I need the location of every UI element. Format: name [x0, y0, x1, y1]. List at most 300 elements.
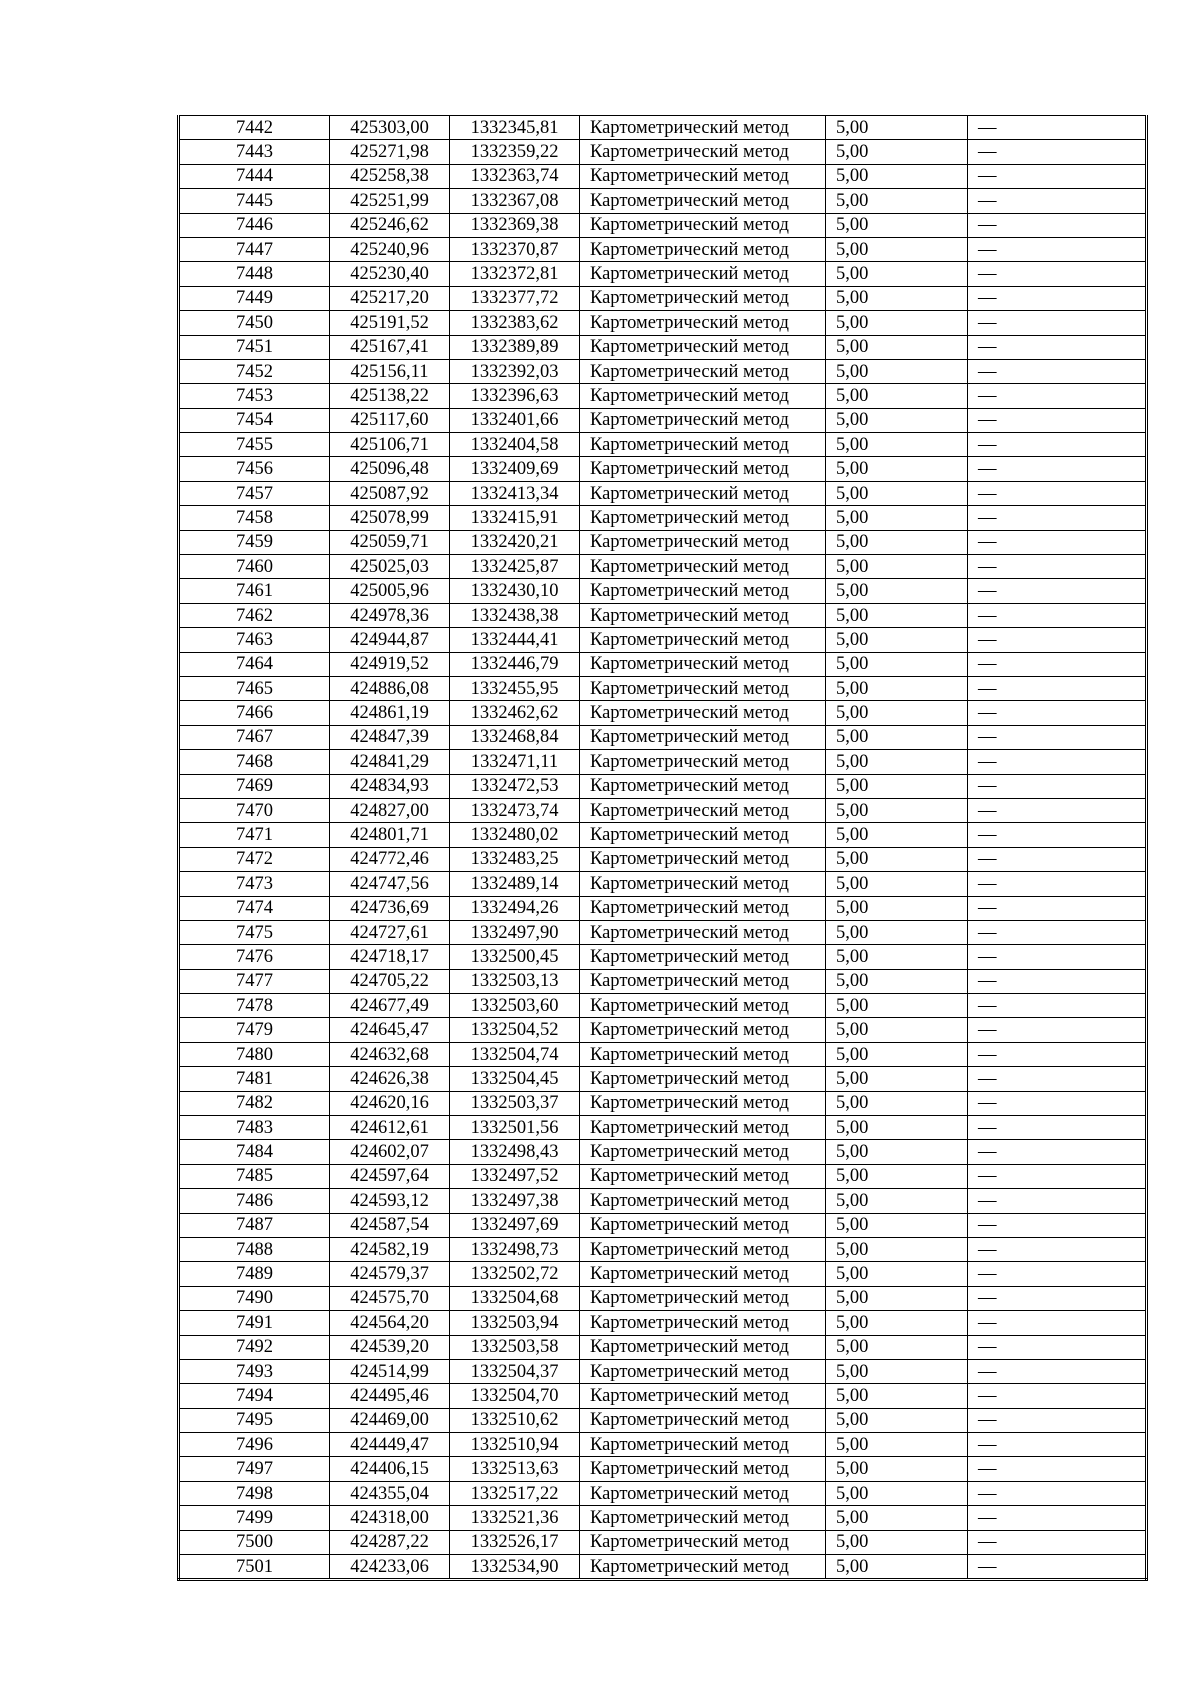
- point-number-cell: 7459: [179, 530, 330, 554]
- y-coordinate-cell: 1332497,38: [450, 1189, 580, 1213]
- accuracy-cell: 5,00: [826, 994, 968, 1018]
- x-coordinate-cell: 424469,00: [330, 1408, 450, 1432]
- description-cell: —: [968, 1237, 1147, 1261]
- table-row: [179, 189, 1147, 213]
- method-cell: Картометрический метод: [580, 555, 826, 579]
- point-number-cell: 7496: [179, 1433, 330, 1457]
- x-coordinate-cell: 424645,47: [330, 1018, 450, 1042]
- point-number-cell: 7462: [179, 603, 330, 627]
- point-number-cell: 7446: [179, 213, 330, 237]
- table-row: [179, 969, 1147, 993]
- accuracy-cell: 5,00: [826, 1457, 968, 1481]
- table-row: [179, 1481, 1147, 1505]
- table-row: [179, 1555, 1147, 1580]
- accuracy-cell: 5,00: [826, 774, 968, 798]
- y-coordinate-cell: 1332363,74: [450, 164, 580, 188]
- accuracy-cell: 5,00: [826, 1164, 968, 1188]
- table-row: [179, 1067, 1147, 1091]
- y-coordinate-cell: 1332471,11: [450, 750, 580, 774]
- x-coordinate-cell: 425240,96: [330, 237, 450, 261]
- method-cell: Картометрический метод: [580, 213, 826, 237]
- y-coordinate-cell: 1332415,91: [450, 506, 580, 530]
- point-number-cell: 7449: [179, 286, 330, 310]
- method-cell: Картометрический метод: [580, 140, 826, 164]
- description-cell: —: [968, 1213, 1147, 1237]
- description-cell: —: [968, 457, 1147, 481]
- point-number-cell: 7494: [179, 1384, 330, 1408]
- x-coordinate-cell: 425087,92: [330, 481, 450, 505]
- method-cell: Картометрический метод: [580, 189, 826, 213]
- method-cell: Картометрический метод: [580, 481, 826, 505]
- method-cell: Картометрический метод: [580, 1481, 826, 1505]
- method-cell: Картометрический метод: [580, 798, 826, 822]
- y-coordinate-cell: 1332401,66: [450, 408, 580, 432]
- table-row: [179, 994, 1147, 1018]
- point-number-cell: 7475: [179, 920, 330, 944]
- method-cell: Картометрический метод: [580, 847, 826, 871]
- description-cell: —: [968, 433, 1147, 457]
- point-number-cell: 7454: [179, 408, 330, 432]
- accuracy-cell: 5,00: [826, 1237, 968, 1261]
- accuracy-cell: 5,00: [826, 1530, 968, 1554]
- method-cell: Картометрический метод: [580, 1237, 826, 1261]
- accuracy-cell: 5,00: [826, 237, 968, 261]
- x-coordinate-cell: 424847,39: [330, 725, 450, 749]
- point-number-cell: 7448: [179, 262, 330, 286]
- method-cell: Картометрический метод: [580, 1116, 826, 1140]
- table-row: [179, 481, 1147, 505]
- method-cell: Картометрический метод: [580, 1384, 826, 1408]
- point-number-cell: 7492: [179, 1335, 330, 1359]
- method-cell: Картометрический метод: [580, 1457, 826, 1481]
- y-coordinate-cell: 1332501,56: [450, 1116, 580, 1140]
- method-cell: Картометрический метод: [580, 652, 826, 676]
- accuracy-cell: 5,00: [826, 1506, 968, 1530]
- accuracy-cell: 5,00: [826, 359, 968, 383]
- accuracy-cell: 5,00: [826, 1067, 968, 1091]
- table-row: [179, 823, 1147, 847]
- point-number-cell: 7499: [179, 1506, 330, 1530]
- x-coordinate-cell: 425025,03: [330, 555, 450, 579]
- table-row: [179, 555, 1147, 579]
- y-coordinate-cell: 1332444,41: [450, 628, 580, 652]
- x-coordinate-cell: 424575,70: [330, 1286, 450, 1310]
- table-row: [179, 1018, 1147, 1042]
- method-cell: Картометрический метод: [580, 1213, 826, 1237]
- x-coordinate-cell: 424827,00: [330, 798, 450, 822]
- x-coordinate-cell: 424841,29: [330, 750, 450, 774]
- table-row: [179, 872, 1147, 896]
- method-cell: Картометрический метод: [580, 311, 826, 335]
- accuracy-cell: 5,00: [826, 311, 968, 335]
- accuracy-cell: 5,00: [826, 920, 968, 944]
- accuracy-cell: 5,00: [826, 579, 968, 603]
- method-cell: Картометрический метод: [580, 676, 826, 700]
- description-cell: —: [968, 896, 1147, 920]
- table-row: [179, 286, 1147, 310]
- point-number-cell: 7467: [179, 725, 330, 749]
- point-number-cell: 7456: [179, 457, 330, 481]
- y-coordinate-cell: 1332377,72: [450, 286, 580, 310]
- x-coordinate-cell: 424834,93: [330, 774, 450, 798]
- description-cell: —: [968, 1116, 1147, 1140]
- y-coordinate-cell: 1332503,58: [450, 1335, 580, 1359]
- x-coordinate-cell: 424886,08: [330, 676, 450, 700]
- accuracy-cell: 5,00: [826, 286, 968, 310]
- description-cell: —: [968, 603, 1147, 627]
- accuracy-cell: 5,00: [826, 213, 968, 237]
- point-number-cell: 7480: [179, 1042, 330, 1066]
- y-coordinate-cell: 1332389,89: [450, 335, 580, 359]
- description-cell: —: [968, 1189, 1147, 1213]
- description-cell: —: [968, 1506, 1147, 1530]
- description-cell: —: [968, 847, 1147, 871]
- accuracy-cell: 5,00: [826, 1262, 968, 1286]
- x-coordinate-cell: 424978,36: [330, 603, 450, 627]
- method-cell: Картометрический метод: [580, 116, 826, 140]
- point-number-cell: 7482: [179, 1091, 330, 1115]
- method-cell: Картометрический метод: [580, 286, 826, 310]
- table-row: [179, 1237, 1147, 1261]
- y-coordinate-cell: 1332504,37: [450, 1359, 580, 1383]
- description-cell: —: [968, 1408, 1147, 1432]
- y-coordinate-cell: 1332413,34: [450, 481, 580, 505]
- x-coordinate-cell: 424233,06: [330, 1555, 450, 1580]
- description-cell: —: [968, 652, 1147, 676]
- y-coordinate-cell: 1332503,60: [450, 994, 580, 1018]
- description-cell: —: [968, 1530, 1147, 1554]
- point-number-cell: 7458: [179, 506, 330, 530]
- point-number-cell: 7453: [179, 384, 330, 408]
- point-number-cell: 7495: [179, 1408, 330, 1432]
- table-row: [179, 140, 1147, 164]
- method-cell: Картометрический метод: [580, 433, 826, 457]
- point-number-cell: 7478: [179, 994, 330, 1018]
- y-coordinate-cell: 1332497,90: [450, 920, 580, 944]
- table-row: [179, 945, 1147, 969]
- description-cell: —: [968, 750, 1147, 774]
- description-cell: —: [968, 140, 1147, 164]
- method-cell: Картометрический метод: [580, 1506, 826, 1530]
- accuracy-cell: 5,00: [826, 1213, 968, 1237]
- x-coordinate-cell: 425271,98: [330, 140, 450, 164]
- method-cell: Картометрический метод: [580, 1555, 826, 1580]
- y-coordinate-cell: 1332502,72: [450, 1262, 580, 1286]
- accuracy-cell: 5,00: [826, 1481, 968, 1505]
- point-number-cell: 7471: [179, 823, 330, 847]
- method-cell: Картометрический метод: [580, 1091, 826, 1115]
- x-coordinate-cell: 425156,11: [330, 359, 450, 383]
- accuracy-cell: 5,00: [826, 1408, 968, 1432]
- x-coordinate-cell: 424593,12: [330, 1189, 450, 1213]
- y-coordinate-cell: 1332504,74: [450, 1042, 580, 1066]
- description-cell: —: [968, 969, 1147, 993]
- description-cell: —: [968, 1286, 1147, 1310]
- y-coordinate-cell: 1332503,13: [450, 969, 580, 993]
- point-number-cell: 7498: [179, 1481, 330, 1505]
- description-cell: —: [968, 920, 1147, 944]
- table-row: [179, 725, 1147, 749]
- method-cell: Картометрический метод: [580, 530, 826, 554]
- y-coordinate-cell: 1332526,17: [450, 1530, 580, 1554]
- x-coordinate-cell: 424632,68: [330, 1042, 450, 1066]
- method-cell: Картометрический метод: [580, 1262, 826, 1286]
- x-coordinate-cell: 424582,19: [330, 1237, 450, 1261]
- y-coordinate-cell: 1332438,38: [450, 603, 580, 627]
- description-cell: —: [968, 1311, 1147, 1335]
- table-row: [179, 628, 1147, 652]
- accuracy-cell: 5,00: [826, 1311, 968, 1335]
- method-cell: Картометрический метод: [580, 1286, 826, 1310]
- x-coordinate-cell: 425258,38: [330, 164, 450, 188]
- y-coordinate-cell: 1332472,53: [450, 774, 580, 798]
- point-number-cell: 7474: [179, 896, 330, 920]
- x-coordinate-cell: 424626,38: [330, 1067, 450, 1091]
- method-cell: Картометрический метод: [580, 1359, 826, 1383]
- x-coordinate-cell: 424355,04: [330, 1481, 450, 1505]
- description-cell: —: [968, 701, 1147, 725]
- y-coordinate-cell: 1332455,95: [450, 676, 580, 700]
- description-cell: —: [968, 579, 1147, 603]
- description-cell: —: [968, 286, 1147, 310]
- y-coordinate-cell: 1332359,22: [450, 140, 580, 164]
- x-coordinate-cell: 424406,15: [330, 1457, 450, 1481]
- method-cell: Картометрический метод: [580, 237, 826, 261]
- table-row: [179, 1433, 1147, 1457]
- point-number-cell: 7490: [179, 1286, 330, 1310]
- table-row: [179, 335, 1147, 359]
- point-number-cell: 7473: [179, 872, 330, 896]
- y-coordinate-cell: 1332420,21: [450, 530, 580, 554]
- x-coordinate-cell: 424579,37: [330, 1262, 450, 1286]
- accuracy-cell: 5,00: [826, 1359, 968, 1383]
- table-row: [179, 920, 1147, 944]
- accuracy-cell: 5,00: [826, 433, 968, 457]
- accuracy-cell: 5,00: [826, 1286, 968, 1310]
- description-cell: —: [968, 213, 1147, 237]
- table-row: [179, 408, 1147, 432]
- point-number-cell: 7487: [179, 1213, 330, 1237]
- accuracy-cell: 5,00: [826, 164, 968, 188]
- description-cell: —: [968, 189, 1147, 213]
- x-coordinate-cell: 424597,64: [330, 1164, 450, 1188]
- description-cell: —: [968, 262, 1147, 286]
- table-row: [179, 1359, 1147, 1383]
- point-number-cell: 7488: [179, 1237, 330, 1261]
- method-cell: Картометрический метод: [580, 969, 826, 993]
- accuracy-cell: 5,00: [826, 555, 968, 579]
- point-number-cell: 7450: [179, 311, 330, 335]
- method-cell: Картометрический метод: [580, 1433, 826, 1457]
- table-row: [179, 1091, 1147, 1115]
- table-row: [179, 750, 1147, 774]
- point-number-cell: 7489: [179, 1262, 330, 1286]
- x-coordinate-cell: 424727,61: [330, 920, 450, 944]
- x-coordinate-cell: 424801,71: [330, 823, 450, 847]
- x-coordinate-cell: 424564,20: [330, 1311, 450, 1335]
- point-number-cell: 7466: [179, 701, 330, 725]
- method-cell: Картометрический метод: [580, 1311, 826, 1335]
- x-coordinate-cell: 424944,87: [330, 628, 450, 652]
- point-number-cell: 7493: [179, 1359, 330, 1383]
- y-coordinate-cell: 1332497,69: [450, 1213, 580, 1237]
- description-cell: —: [968, 335, 1147, 359]
- table-row: [179, 1408, 1147, 1432]
- x-coordinate-cell: 424539,20: [330, 1335, 450, 1359]
- method-cell: Картометрический метод: [580, 1018, 826, 1042]
- accuracy-cell: 5,00: [826, 628, 968, 652]
- description-cell: —: [968, 1262, 1147, 1286]
- accuracy-cell: 5,00: [826, 701, 968, 725]
- y-coordinate-cell: 1332504,45: [450, 1067, 580, 1091]
- description-cell: —: [968, 823, 1147, 847]
- point-number-cell: 7501: [179, 1555, 330, 1580]
- method-cell: Картометрический метод: [580, 335, 826, 359]
- description-cell: —: [968, 774, 1147, 798]
- method-cell: Картометрический метод: [580, 262, 826, 286]
- table-row: [179, 579, 1147, 603]
- table-row: [179, 1042, 1147, 1066]
- y-coordinate-cell: 1332510,62: [450, 1408, 580, 1432]
- point-number-cell: 7497: [179, 1457, 330, 1481]
- y-coordinate-cell: 1332409,69: [450, 457, 580, 481]
- accuracy-cell: 5,00: [826, 457, 968, 481]
- point-number-cell: 7451: [179, 335, 330, 359]
- description-cell: —: [968, 1335, 1147, 1359]
- y-coordinate-cell: 1332500,45: [450, 945, 580, 969]
- point-number-cell: 7455: [179, 433, 330, 457]
- description-cell: —: [968, 1555, 1147, 1580]
- method-cell: Картометрический метод: [580, 872, 826, 896]
- table-row: [179, 774, 1147, 798]
- method-cell: Картометрический метод: [580, 408, 826, 432]
- x-coordinate-cell: 425138,22: [330, 384, 450, 408]
- accuracy-cell: 5,00: [826, 725, 968, 749]
- method-cell: Картометрический метод: [580, 823, 826, 847]
- accuracy-cell: 5,00: [826, 969, 968, 993]
- y-coordinate-cell: 1332383,62: [450, 311, 580, 335]
- description-cell: —: [968, 994, 1147, 1018]
- x-coordinate-cell: 425096,48: [330, 457, 450, 481]
- description-cell: —: [968, 1384, 1147, 1408]
- accuracy-cell: 5,00: [826, 1042, 968, 1066]
- method-cell: Картометрический метод: [580, 920, 826, 944]
- description-cell: —: [968, 1457, 1147, 1481]
- table-row: [179, 1164, 1147, 1188]
- x-coordinate-cell: 424449,47: [330, 1433, 450, 1457]
- method-cell: Картометрический метод: [580, 579, 826, 603]
- x-coordinate-cell: 424772,46: [330, 847, 450, 871]
- description-cell: —: [968, 1433, 1147, 1457]
- method-cell: Картометрический метод: [580, 1189, 826, 1213]
- accuracy-cell: 5,00: [826, 116, 968, 140]
- table-row: [179, 1286, 1147, 1310]
- table-row: [179, 847, 1147, 871]
- y-coordinate-cell: 1332521,36: [450, 1506, 580, 1530]
- point-number-cell: 7442: [179, 116, 330, 140]
- table-row: [179, 1384, 1147, 1408]
- description-cell: —: [968, 798, 1147, 822]
- method-cell: Картометрический метод: [580, 896, 826, 920]
- x-coordinate-cell: 424602,07: [330, 1140, 450, 1164]
- description-cell: —: [968, 237, 1147, 261]
- description-cell: —: [968, 676, 1147, 700]
- point-number-cell: 7470: [179, 798, 330, 822]
- description-cell: —: [968, 116, 1147, 140]
- accuracy-cell: 5,00: [826, 481, 968, 505]
- y-coordinate-cell: 1332345,81: [450, 116, 580, 140]
- y-coordinate-cell: 1332468,84: [450, 725, 580, 749]
- y-coordinate-cell: 1332370,87: [450, 237, 580, 261]
- y-coordinate-cell: 1332425,87: [450, 555, 580, 579]
- y-coordinate-cell: 1332489,14: [450, 872, 580, 896]
- point-number-cell: 7486: [179, 1189, 330, 1213]
- y-coordinate-cell: 1332483,25: [450, 847, 580, 871]
- y-coordinate-cell: 1332497,52: [450, 1164, 580, 1188]
- coordinates-table: [177, 115, 1148, 1581]
- table-row: [179, 1506, 1147, 1530]
- point-number-cell: 7452: [179, 359, 330, 383]
- accuracy-cell: 5,00: [826, 1189, 968, 1213]
- y-coordinate-cell: 1332503,37: [450, 1091, 580, 1115]
- x-coordinate-cell: 424677,49: [330, 994, 450, 1018]
- table-row: [179, 652, 1147, 676]
- method-cell: Картометрический метод: [580, 1408, 826, 1432]
- x-coordinate-cell: 425251,99: [330, 189, 450, 213]
- table-row: [179, 213, 1147, 237]
- y-coordinate-cell: 1332504,52: [450, 1018, 580, 1042]
- accuracy-cell: 5,00: [826, 140, 968, 164]
- y-coordinate-cell: 1332504,70: [450, 1384, 580, 1408]
- accuracy-cell: 5,00: [826, 335, 968, 359]
- method-cell: Картометрический метод: [580, 1164, 826, 1188]
- point-number-cell: 7447: [179, 237, 330, 261]
- description-cell: —: [968, 1018, 1147, 1042]
- accuracy-cell: 5,00: [826, 872, 968, 896]
- method-cell: Картометрический метод: [580, 1530, 826, 1554]
- x-coordinate-cell: 424705,22: [330, 969, 450, 993]
- table-row: [179, 676, 1147, 700]
- point-number-cell: 7477: [179, 969, 330, 993]
- point-number-cell: 7491: [179, 1311, 330, 1335]
- point-number-cell: 7500: [179, 1530, 330, 1554]
- accuracy-cell: 5,00: [826, 1018, 968, 1042]
- description-cell: —: [968, 1067, 1147, 1091]
- description-cell: —: [968, 628, 1147, 652]
- accuracy-cell: 5,00: [826, 1555, 968, 1580]
- description-cell: —: [968, 506, 1147, 530]
- x-coordinate-cell: 424514,99: [330, 1359, 450, 1383]
- y-coordinate-cell: 1332473,74: [450, 798, 580, 822]
- method-cell: Картометрический метод: [580, 1140, 826, 1164]
- y-coordinate-cell: 1332480,02: [450, 823, 580, 847]
- table-row: [179, 530, 1147, 554]
- table-row: [179, 1116, 1147, 1140]
- description-cell: —: [968, 872, 1147, 896]
- table-row: [179, 262, 1147, 286]
- description-cell: —: [968, 555, 1147, 579]
- y-coordinate-cell: 1332396,63: [450, 384, 580, 408]
- point-number-cell: 7445: [179, 189, 330, 213]
- x-coordinate-cell: 424612,61: [330, 1116, 450, 1140]
- y-coordinate-cell: 1332498,73: [450, 1237, 580, 1261]
- method-cell: Картометрический метод: [580, 725, 826, 749]
- point-number-cell: 7483: [179, 1116, 330, 1140]
- x-coordinate-cell: 424747,56: [330, 872, 450, 896]
- description-cell: —: [968, 1481, 1147, 1505]
- table-row: [179, 457, 1147, 481]
- point-number-cell: 7484: [179, 1140, 330, 1164]
